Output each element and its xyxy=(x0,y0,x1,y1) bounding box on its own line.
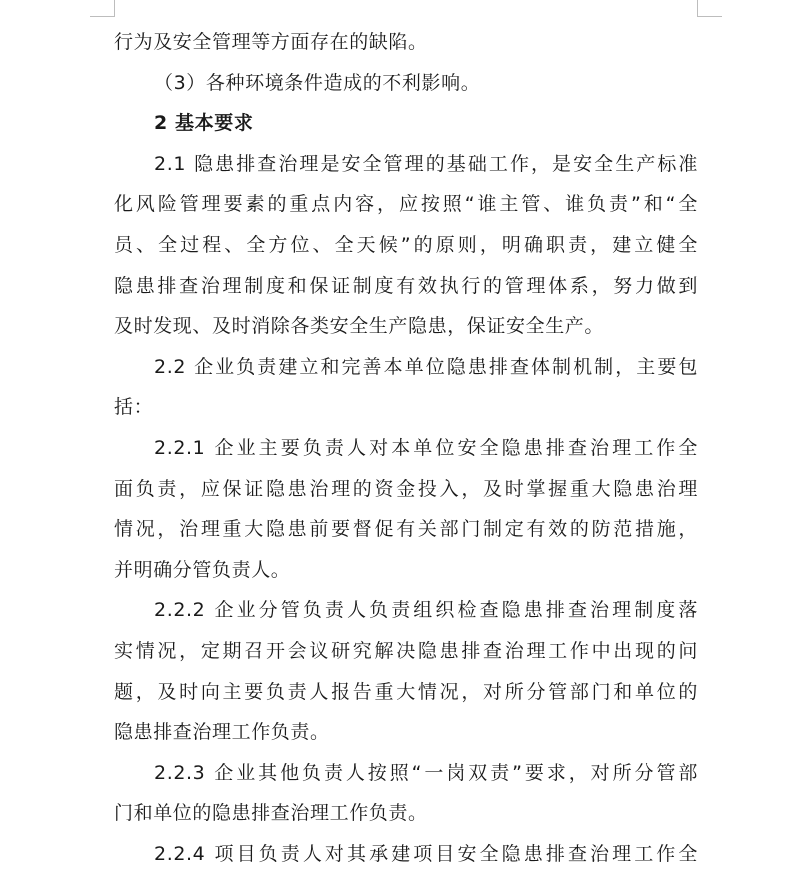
paragraph-line: 2.2.3 企业其他负责人按照“一岗双责”要求，对所分管部 xyxy=(154,761,698,784)
list-item-line: （3）各种环境条件造成的不利影响。 xyxy=(154,71,481,94)
paragraph-line: 2.2.2 企业分管负责人负责组织检查隐患排查治理制度落 xyxy=(154,599,698,622)
paragraph-line: 行为及安全管理等方面存在的缺陷。 xyxy=(114,31,428,53)
section-heading: 2 基本要求 xyxy=(154,112,254,135)
paragraph-line: 括： xyxy=(114,396,154,419)
paragraph-line: 2.2 企业负责建立和完善本单位隐患排查体制机制，主要包 xyxy=(154,355,698,378)
paragraph-line: 题，及时向主要负责人报告重大情况，对所分管部门和单位的 xyxy=(114,680,698,703)
paragraph-line: 员、全过程、全方位、全天候”的原则，明确职责，建立健全 xyxy=(114,233,698,256)
paragraph-line: 2.2.4 项目负责人对其承建项目安全隐患排查治理工作全 xyxy=(154,842,698,865)
document-body xyxy=(114,22,698,874)
paragraph-line: 隐患排查治理制度和保证制度有效执行的管理体系，努力做到 xyxy=(114,274,698,297)
paragraph-line: 情况，治理重大隐患前要督促有关部门制定有效的防范措施， xyxy=(114,518,698,541)
page-corner-mark-left xyxy=(90,0,115,17)
paragraph-line: 及时发现、及时消除各类安全生产隐患，保证安全生产。 xyxy=(114,315,605,338)
paragraph-line: 面负责，应保证隐患治理的资金投入，及时掌握重大隐患治理 xyxy=(114,477,698,500)
paragraph-line: 2.2.1 企业主要负责人对本单位安全隐患排查治理工作全 xyxy=(154,436,698,459)
paragraph-line: 并明确分管负责人。 xyxy=(114,558,291,581)
paragraph-line: 门和单位的隐患排查治理工作负责。 xyxy=(114,802,428,825)
paragraph-line: 2.1 隐患排查治理是安全管理的基础工作，是安全生产标准 xyxy=(154,152,698,175)
paragraph-line: 实情况，定期召开会议研究解决隐患排查治理工作中出现的问 xyxy=(114,639,698,662)
paragraph-line: 隐患排查治理工作负责。 xyxy=(114,721,330,744)
paragraph-line: 化风险管理要素的重点内容，应按照“谁主管、谁负责”和“全 xyxy=(114,193,698,216)
page-corner-mark-right xyxy=(697,0,722,17)
